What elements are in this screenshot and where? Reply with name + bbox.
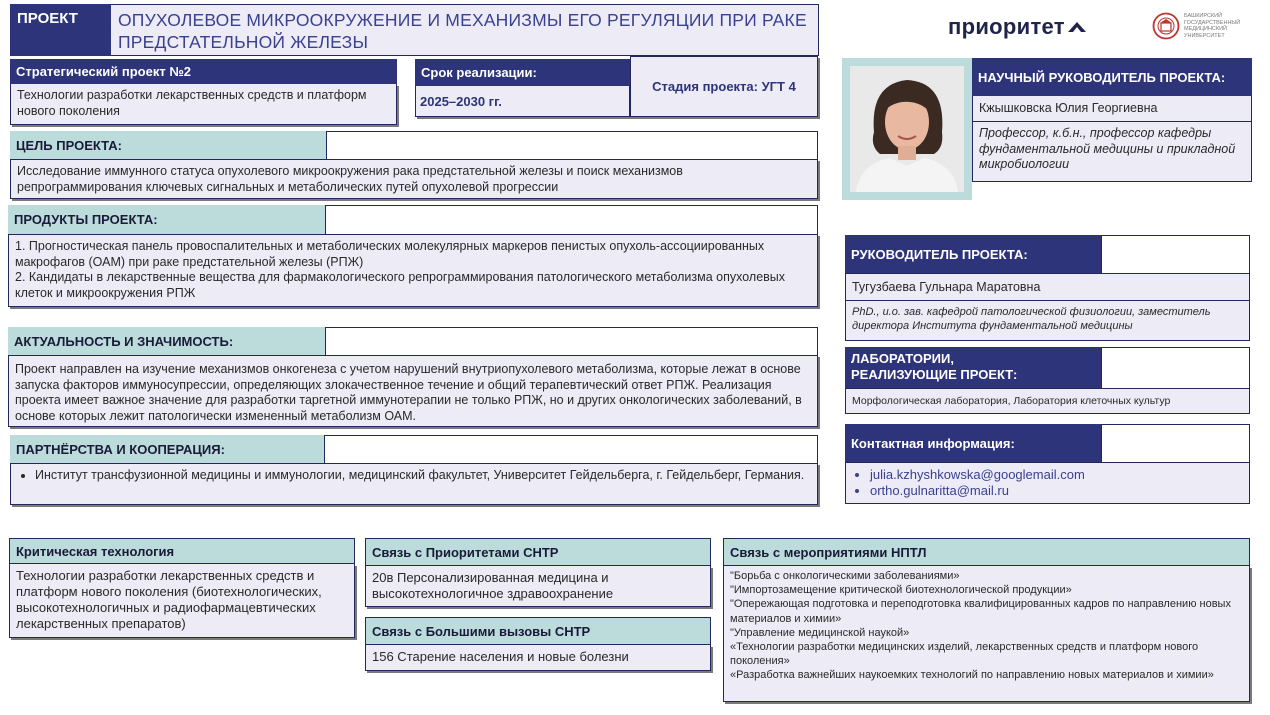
goal-body: Исследование иммунного статуса опухолевого микроокружения рака предстательной железы и поиск механизмов репрограммирования ключевых сигнальных и метаболических путей опухолевой прогрессии xyxy=(10,159,818,199)
event-item: «Технологии разработки медицинских изделий, лекарственных средств и платформ нового поколения» xyxy=(730,641,1199,668)
project-lead-name-box xyxy=(845,273,1250,301)
project-lead-name: Тугузбаева Гульнара Маратовна xyxy=(852,280,1041,294)
relevance-header: АКТУАЛЬНОСТЬ И ЗНАЧИМОСТЬ: xyxy=(8,327,325,355)
strategic-project-header: Стратегический проект №2 xyxy=(10,59,397,84)
relevance-body: Проект направлен на изучение механизмов онкогенеза с учетом нарушений внутриопухолевого метаболизма, которые лежат в основе запуска факторов иммуносупрессии, определяющих злокачественное течение и общий терапевтический ответ РПЖ. Реализация проекта имеет важное значение для разработки таргетной иммунотерапии не только РПЖ, но и других онкологических заболеваний, в основе которых лежит патологически измененный метаболизм ОАМ. xyxy=(8,355,818,427)
project-title-box xyxy=(111,4,819,56)
page-title: ОПУХОЛЕВОЕ МИКРООКРУЖЕНИЕ И МЕХАНИЗМЫ ЕГО РЕГУЛЯЦИИ ПРИ РАКЕ ПРЕДСТАТЕЛЬНОЙ ЖЕЛЕЗЫ xyxy=(118,10,807,52)
challenges-body: 156 Старение населения и новые болезни xyxy=(365,645,711,671)
university-logo-text: БАШКИРСКИЙ ГОСУДАРСТВЕННЫЙ МЕДИЦИНСКИЙ УНИВЕРСИТЕТ xyxy=(1184,13,1241,39)
contact-email-link[interactable]: • ortho.gulnaritta@mail.ru xyxy=(870,483,1243,499)
scientific-lead-name-box xyxy=(972,96,1252,122)
partnership-header: ПАРТНЁРСТВА И КООПЕРАЦИЯ: xyxy=(10,435,324,463)
event-item: "Борьба с онкологическими заболеваниями» xyxy=(730,570,960,582)
project-lead-header: РУКОВОДИТЕЛЬ ПРОЕКТА: xyxy=(845,235,1101,273)
project-lead-position-box xyxy=(845,301,1250,341)
scientific-lead-photo-frame xyxy=(842,58,972,200)
events-body xyxy=(723,566,1250,702)
priorities-header: Связь с Приоритетами СНТР xyxy=(365,538,711,566)
event-item: "Управление медицинской наукой» xyxy=(730,626,910,639)
priority-arrow-icon xyxy=(1068,20,1086,34)
products-header: ПРОДУКТЫ ПРОЕКТА: xyxy=(8,205,325,234)
project-label: ПРОЕКТ xyxy=(17,10,78,27)
critical-tech-body: Технологии разработки лекарственных средств и платформ нового поколения (биотехнологических, высокотехнологичных и радиофармацевтических лекарственных препаратов) xyxy=(9,564,355,638)
product-item: 1. Прогностическая панель провоспалительных и метаболических молекулярных маркеров пенистых опухоль-ассоциированных макрофагов (ОАМ) при раке предстательной железы (РПЖ) xyxy=(15,239,765,269)
scientific-lead-position-box xyxy=(972,122,1252,182)
contacts-header-spacer xyxy=(1101,424,1250,462)
scientific-lead-photo xyxy=(850,66,964,192)
scientific-lead-position: Профессор, к.б.н., профессор кафедры фундаментальной медицины и прикладной микробиологии xyxy=(979,126,1236,171)
term-header: Срок реализации: xyxy=(415,59,630,86)
challenges-header: Связь с Большими вызовы СНТР xyxy=(365,617,711,645)
partnership-item: • Институт трансфузионной медицины и иммунологии, медицинский факультет, Университет Гейдельберга, г. Гейдельберг, Германия. xyxy=(35,468,811,484)
labs-header-spacer xyxy=(1101,347,1250,388)
project-lead-header-spacer xyxy=(1101,235,1250,273)
event-item: "Опережающая подготовка и переподготовка квалифицированных кадров по направлению новых материалов и химии» xyxy=(730,598,1231,625)
scientific-lead-header: НАУЧНЫЙ РУКОВОДИТЕЛЬ ПРОЕКТА: xyxy=(972,58,1252,96)
project-lead-position: PhD., и.о. зав. кафедрой патологической физиологии, заместитель директора Института фундаментальной медицины xyxy=(852,306,1211,332)
products-header-spacer xyxy=(325,205,818,234)
priorities-body: 20в Персонализированная медицина и высокотехнологичное здравоохранение xyxy=(365,566,711,607)
partnership-body xyxy=(10,463,818,505)
partnership-header-spacer xyxy=(324,435,818,463)
university-emblem-icon xyxy=(1152,12,1180,40)
contact-email-link[interactable]: • julia.kzhyshkowska@googlemail.com xyxy=(870,467,1243,483)
labs-body: Морфологическая лаборатория, Лаборатория клеточных культур xyxy=(845,388,1250,414)
goal-header-spacer xyxy=(326,131,818,159)
university-logo xyxy=(1152,10,1257,42)
strategic-project-body: Технологии разработки лекарственных средств и платформ нового поколения xyxy=(10,84,397,125)
event-item: "Импортозамещение критической биотехнологической продукции» xyxy=(730,584,1072,597)
event-item: «Разработка важнейших наукоемких технологий по направлению новых материалов и химии» xyxy=(730,669,1214,682)
critical-tech-header: Критическая технология xyxy=(9,538,355,564)
events-header: Связь с мероприятиями НПТЛ xyxy=(723,538,1250,566)
product-item: 2. Кандидаты в лекарственные вещества для фармакологического репрограммирования патологического метаболизма опухолевых клеток и микроокружения РПЖ xyxy=(15,270,786,300)
project-label-box xyxy=(10,4,111,56)
stage-box: Стадия проекта: УГТ 4 xyxy=(630,56,818,117)
relevance-header-spacer xyxy=(325,327,818,355)
labs-header: ЛАБОРАТОРИИ, РЕАЛИЗУЮЩИЕ ПРОЕКТ: xyxy=(845,347,1101,388)
goal-header: ЦЕЛЬ ПРОЕКТА: xyxy=(10,131,326,159)
term-body: 2025–2030 гг. xyxy=(415,86,630,117)
priority-logo: приоритет xyxy=(948,12,1108,42)
contacts-body xyxy=(845,462,1250,504)
contacts-header: Контактная информация: xyxy=(845,424,1101,462)
scientific-lead-name: Кжышковска Юлия Георгиевна xyxy=(979,101,1158,115)
products-body xyxy=(8,234,818,307)
